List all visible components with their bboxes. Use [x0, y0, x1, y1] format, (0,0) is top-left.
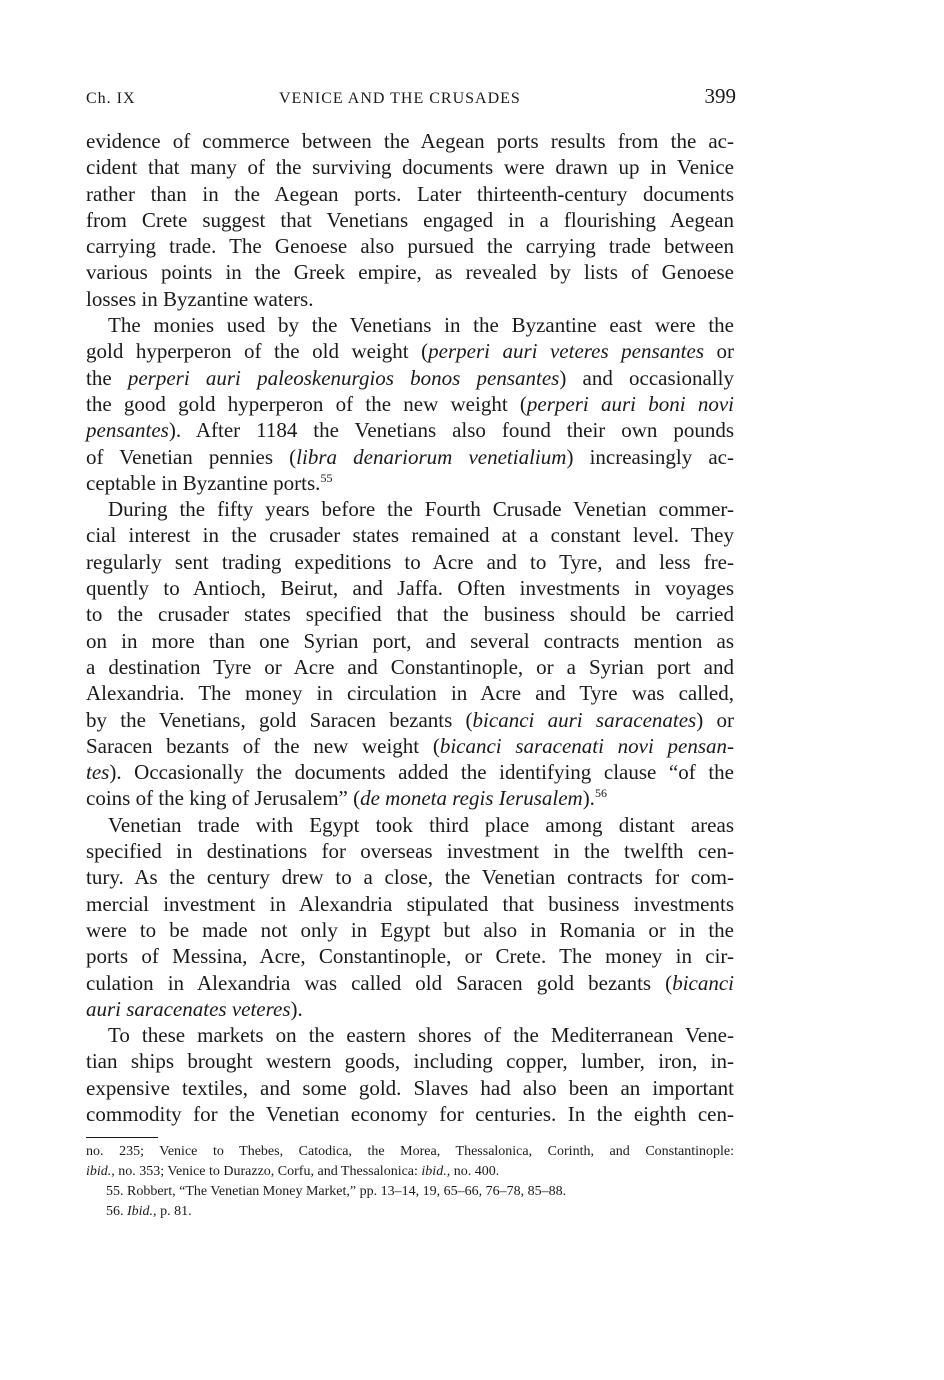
text-line: tes). Occasionally the documents added the identifying clause “of the [86, 760, 734, 785]
text-line: auri saracenates veteres). [86, 996, 303, 1021]
text-line: pensantes). After 1184 the Venetians also found their own pounds [86, 418, 734, 443]
footnote-continuation: ibid., no. 353; Venice to Durazzo, Corfu, and Thessalonica: ibid., no. 400. [86, 1164, 500, 1179]
text-line: various points in the Greek empire, as revealed by lists of Genoese [86, 260, 734, 285]
text-line: the good gold hyperperon of the new weight (perperi auri boni novi [86, 391, 734, 416]
paragraph-3 [86, 496, 734, 812]
footnote-continuation: no. 235; Venice to Thebes, Catodica, the Morea, Thessalonica, Corinth, and Constantinople: [86, 1144, 734, 1159]
text-line: regularly sent trading expeditions to Acre and to Tyre, and less fre- [86, 549, 734, 574]
text-line: tury. As the century drew to a close, the Venetian contracts for com- [86, 865, 734, 890]
text-line: Alexandria. The money in circulation in Acre and Tyre was called, [86, 681, 734, 706]
paragraph-5 [86, 1022, 734, 1127]
footnote-rule [86, 1137, 158, 1138]
text-line: coins of the king of Jerusalem” (de moneta regis Ierusalem).$^{56}$ [86, 786, 607, 811]
text-line: expensive textiles, and some gold. Slaves had also been an important [86, 1075, 734, 1100]
text-line: the perperi auri paleoskenurgios bonos pensantes) and occasionally [86, 365, 734, 390]
text-line: cident that many of the surviving documents were drawn up in Venice [86, 155, 734, 180]
text-line: quently to Antioch, Beirut, and Jaffa. Often investments in voyages [86, 576, 734, 601]
paragraph-2 [86, 312, 734, 496]
running-header [86, 84, 736, 114]
text-line: commodity for the Venetian economy for centuries. In the eighth cen- [86, 1101, 734, 1126]
text-line: a destination Tyre or Acre and Constantinople, or a Syrian port and [86, 654, 734, 679]
text-line: mercial investment in Alexandria stipulated that business investments [86, 891, 734, 916]
text-line: specified in destinations for overseas investment in the twelfth cen- [86, 839, 734, 864]
text-line: Venetian trade with Egypt took third place among distant areas [108, 812, 734, 837]
footnote-55: 55. Robbert, “The Venetian Money Market,” pp. 13–14, 19, 65–66, 76–78, 85–88. [106, 1184, 567, 1199]
text-line: cial interest in the crusader states remained at a constant level. They [86, 523, 734, 548]
text-line: by the Venetians, gold Saracen bezants (bicanci auri saracenates) or [86, 707, 734, 732]
text-line: culation in Alexandria was called old Saracen gold bezants (bicanci [86, 970, 734, 995]
paragraph-4 [86, 812, 734, 1022]
text-line: During the fifty years before the Fourth Crusade Venetian commer- [108, 497, 734, 522]
text-line: ceptable in Byzantine ports.$^{55}$ [86, 470, 333, 495]
running-title: VENICE AND THE CRUSADES [279, 90, 521, 107]
footnote-ref-56: 56 [594, 786, 607, 801]
text-line: ports of Messina, Acre, Constantinople, or Crete. The money in cir- [86, 944, 734, 969]
text-line: The monies used by the Venetians in the Byzantine east were the [108, 313, 734, 338]
main-text [86, 128, 734, 1127]
text-line: evidence of commerce between the Aegean ports results from the ac- [86, 129, 734, 153]
text-line: on in more than one Syrian port, and several contracts mention as [86, 628, 734, 653]
paragraph-1 [86, 128, 734, 312]
text-line: losses in Byzantine waters. [86, 286, 314, 311]
text-line: from Crete suggest that Venetians engaged in a flourishing Aegean [86, 207, 734, 232]
text-line: carrying trade. The Genoese also pursued the carrying trade between [86, 234, 734, 259]
text-line: tian ships brought western goods, including copper, lumber, iron, in- [86, 1049, 734, 1074]
text-line: Saracen bezants of the new weight (bicanci saracenati novi pensan- [86, 733, 734, 758]
text-line: of Venetian pennies (libra denariorum venetialium) increasingly ac- [86, 444, 734, 469]
footnote-56: 56. Ibid., p. 81. [106, 1204, 192, 1219]
text-line: were to be made not only in Egypt but also in Romania or in the [86, 917, 734, 942]
page-number: 399 [704, 84, 736, 108]
text-line: rather than in the Aegean ports. Later thirteenth-century documents [86, 181, 734, 206]
text-line: gold hyperperon of the old weight (perperi auri veteres pensantes or [86, 339, 734, 364]
footnotes [86, 1142, 734, 1222]
chapter-label: Ch. IX [86, 90, 136, 107]
footnote-ref-55: 55 [320, 470, 333, 485]
text-line: to the crusader states specified that the business should be carried [86, 602, 734, 627]
text-line: To these markets on the eastern shores of the Mediterranean Vene- [108, 1023, 734, 1048]
